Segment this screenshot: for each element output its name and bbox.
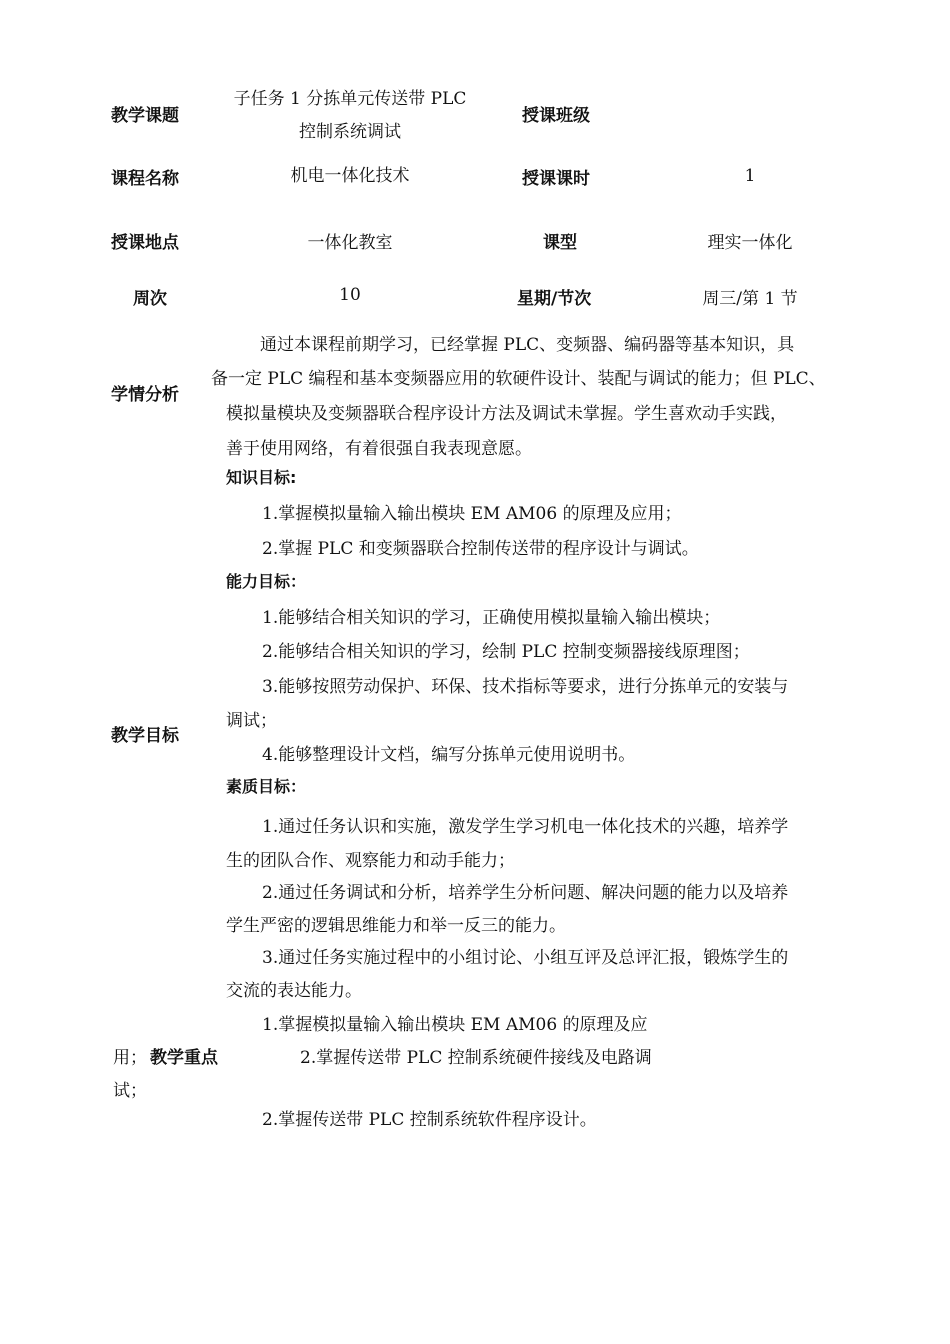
key-points-label: 教学重点 xyxy=(150,1048,218,1068)
class-label: 授课班级 xyxy=(522,106,590,126)
week-value: 10 xyxy=(339,285,361,305)
ability-title: 能力目标： xyxy=(226,572,307,591)
quality-item: 1.通过任务认识和实施，激发学生学习机电一体化技术的兴趣，培养学 xyxy=(262,817,789,837)
key-point-line: 2.掌握传送带 PLC 控制系统软件程序设计。 xyxy=(262,1110,597,1130)
analysis-line: 备一定 PLC 编程和基本变频器应用的软硬件设计、装配与调试的能力；但 PLC、 xyxy=(211,369,826,389)
hours-label: 授课课时 xyxy=(522,169,590,189)
ability-item: 调试； xyxy=(226,711,277,731)
knowledge-item: 1.掌握模拟量输入输出模块 EM AM06 的原理及应用； xyxy=(262,504,682,524)
quality-title: 素质目标： xyxy=(226,777,307,796)
topic-value-line1: 子任务 1 分拣单元传送带 PLC xyxy=(233,89,467,109)
hours-value: 1 xyxy=(744,166,756,186)
week-label: 周次 xyxy=(133,289,167,309)
place-value: 一体化教室 xyxy=(307,233,393,253)
ability-item: 1.能够结合相关知识的学习，正确使用模拟量输入输出模块； xyxy=(262,608,721,628)
knowledge-title: 知识目标: xyxy=(226,468,297,487)
type-label: 课型 xyxy=(543,233,577,253)
place-label: 授课地点 xyxy=(111,233,179,253)
topic-label: 教学课题 xyxy=(111,106,179,126)
day-label: 星期/节次 xyxy=(517,289,592,309)
quality-item: 3.通过任务实施过程中的小组讨论、小组互评及总评汇报，锻炼学生的 xyxy=(262,948,789,968)
quality-item: 学生严密的逻辑思维能力和举一反三的能力。 xyxy=(226,916,566,936)
objectives-label: 教学目标 xyxy=(111,726,179,746)
course-value: 机电一体化技术 xyxy=(290,166,410,186)
quality-item: 2.通过任务调试和分析，培养学生分析问题、解决问题的能力以及培养 xyxy=(262,883,789,903)
topic-value-line2: 控制系统调试 xyxy=(299,122,401,142)
key-point-prefix: 用； xyxy=(113,1048,147,1068)
analysis-line: 善于使用网络，有着很强自我表现意愿。 xyxy=(226,439,532,459)
knowledge-item: 2.掌握 PLC 和变频器联合控制传送带的程序设计与调试。 xyxy=(262,539,699,559)
ability-item: 2.能够结合相关知识的学习，绘制 PLC 控制变频器接线原理图； xyxy=(262,642,750,662)
ability-item: 3.能够按照劳动保护、环保、技术指标等要求，进行分拣单元的安装与 xyxy=(262,677,789,697)
day-value: 周三/第 1 节 xyxy=(702,289,798,309)
quality-item: 交流的表达能力。 xyxy=(226,981,362,1001)
type-value: 理实一体化 xyxy=(707,233,793,253)
analysis-label: 学情分析 xyxy=(111,385,179,405)
ability-item: 4.能够整理设计文档，编写分拣单元使用说明书。 xyxy=(262,745,636,765)
key-point-line: 试； xyxy=(113,1081,147,1101)
quality-item: 生的团队合作、观察能力和动手能力； xyxy=(226,851,515,871)
key-point-line: 1.掌握模拟量输入输出模块 EM AM06 的原理及应 xyxy=(262,1015,648,1035)
analysis-line: 通过本课程前期学习，已经掌握 PLC、变频器、编码器等基本知识，具 xyxy=(260,335,795,355)
course-label: 课程名称 xyxy=(111,169,179,189)
analysis-line: 模拟量模块及变频器联合程序设计方法及调试未掌握。学生喜欢动手实践， xyxy=(226,404,787,424)
key-point-line: 2.掌握传送带 PLC 控制系统硬件接线及电路调 xyxy=(300,1048,652,1068)
